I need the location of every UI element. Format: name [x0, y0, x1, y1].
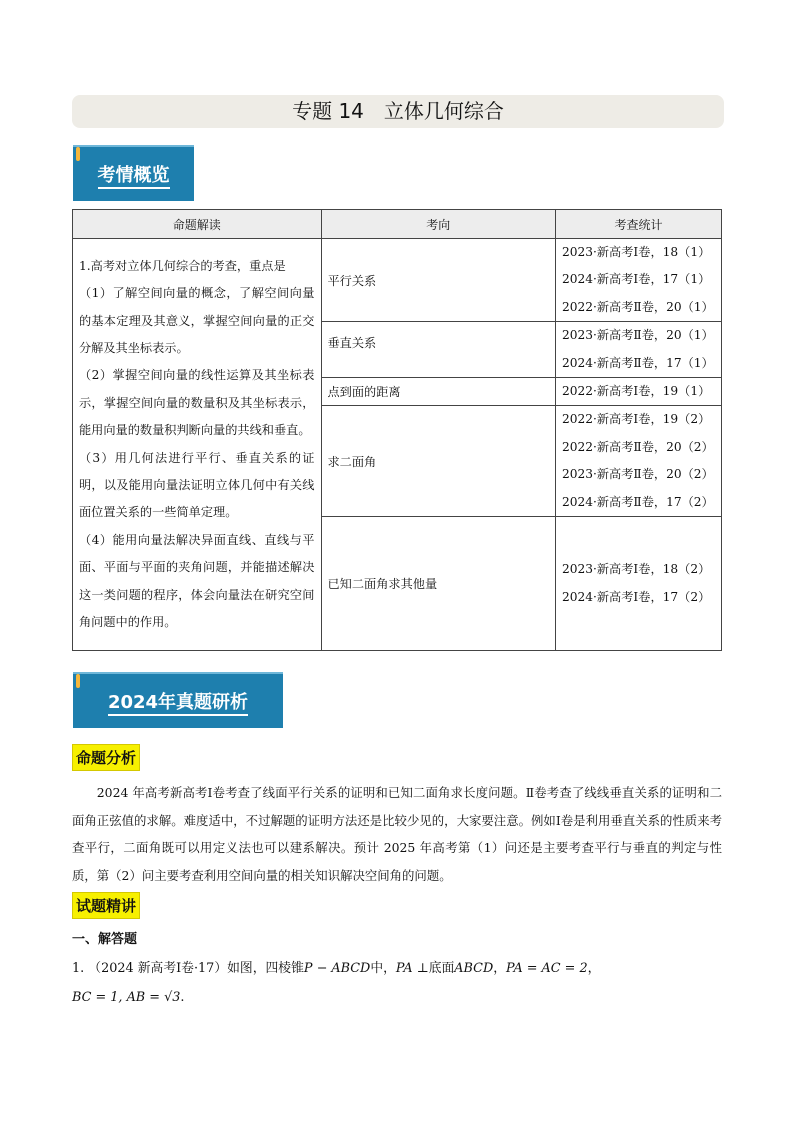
stat-line: 2023·新高考Ⅰ卷，18（2）	[561, 562, 711, 577]
topic-cell: 垂直关系	[321, 322, 555, 378]
question-text: 中，	[370, 961, 396, 976]
description-line: （3）用几何法进行平行、垂直关系的证明，以及能用向量法证明立体几何中有关线面位置关系的一些简单定理。	[79, 450, 315, 520]
math-pyramid: P − ABCD	[303, 961, 371, 976]
topic-cell: 求二面角	[321, 406, 555, 517]
analysis-paragraph: 2024 年高考新高考Ⅰ卷考查了线面平行关系的证明和已知二面角求长度问题。Ⅱ卷考查了线线垂直关系的证明和二面角正弦值的求解。难度适中，不过解题的证明方法还是比较少见的，大家要注意。例如Ⅰ卷是利用垂直关系的性质来考查平行，二面角既可以用定义法也可以建系解决。预计 2025 年高考第（1）问还是主要考查平行与垂直的判定与性质，第（2）问主要考查利用空间向量的相关知识解决空间角的问题。	[72, 785, 722, 883]
stats-cell	[555, 406, 721, 517]
question-text: ，	[493, 961, 507, 976]
stats-cell	[555, 239, 721, 322]
stat-line: 2022·新高考Ⅱ卷，20（2）	[561, 439, 714, 454]
highlight-analysis: 命题分析	[72, 744, 140, 771]
stat-line: 2022·新高考Ⅱ卷，20（1）	[561, 299, 714, 314]
table-header: 命题解读	[73, 210, 322, 239]
description-line: 1.高考对立体几何综合的考查，重点是	[79, 258, 286, 273]
math-condition: PA ⊥	[395, 961, 429, 976]
section-label-overview: 考情概览	[98, 165, 170, 189]
stat-line: 2024·新高考Ⅱ卷，17（1）	[561, 355, 714, 370]
question-text: .	[180, 990, 185, 1005]
topic-cell: 已知二面角求其他量	[321, 517, 555, 651]
highlight-exercises: 试题精讲	[72, 892, 140, 919]
description-line: （1）了解空间向量的概念，了解空间向量的基本定理及其意义，掌握空间向量的正交分解及其坐标表示。	[79, 286, 315, 355]
question-text: 底面	[428, 961, 455, 976]
stats-cell	[555, 322, 721, 378]
topic-cell: 点到面的距离	[321, 378, 555, 406]
stats-cell	[555, 517, 721, 651]
stats-cell	[555, 378, 721, 406]
stat-line: 2022·新高考Ⅰ卷，19（1）	[561, 384, 711, 399]
table-header-row	[73, 210, 722, 239]
badge-accent-icon	[76, 674, 80, 688]
section-label-2024: 2024年真题研析	[108, 692, 248, 716]
badge-accent-icon	[76, 147, 80, 161]
subheading: 一、解答题	[72, 932, 138, 947]
stat-line: 2024·新高考Ⅰ卷，17（2）	[561, 589, 711, 604]
stat-line: 2023·新高考Ⅱ卷，20（1）	[561, 328, 714, 343]
table-header: 考查统计	[555, 210, 721, 239]
stat-line: 2024·新高考Ⅱ卷，17（2）	[561, 494, 714, 509]
stat-line: 2022·新高考Ⅰ卷，19（2）	[561, 412, 711, 427]
topic-cell: 平行关系	[321, 239, 555, 322]
stat-line: 2023·新高考Ⅱ卷，20（2）	[561, 467, 714, 482]
question-text: ，	[587, 961, 601, 976]
math-base: ABCD	[454, 961, 494, 976]
stat-line: 2024·新高考Ⅰ卷，17（1）	[561, 272, 711, 287]
stat-line: 2023·新高考Ⅰ卷，18（1）	[561, 245, 711, 259]
description-line: （2）掌握空间向量的线性运算及其坐标表示，掌握空间向量的数量积及其坐标表示，能用向量的数量积判断向量的共线和垂直。	[79, 368, 315, 438]
math-condition: BC = 1, AB = √3	[72, 990, 181, 1005]
question-source: （2024 新高考Ⅰ卷·17）如图，四棱锥	[88, 961, 304, 976]
description-cell	[73, 239, 322, 651]
page-title: 专题 14 立体几何综合	[72, 95, 724, 128]
section-badge-overview	[73, 145, 194, 201]
question-number: 1.	[72, 961, 85, 976]
question-1	[72, 954, 722, 1012]
table-header: 考向	[321, 210, 555, 239]
section-badge-2024	[73, 672, 283, 728]
table-row	[73, 239, 722, 322]
overview-table	[72, 209, 722, 651]
description-line: （4）能用向量法解决异面直线、直线与平面、平面与平面的夹角问题，并能描述解决这一类问题的程序，体会向量法在研究空间角问题中的作用。	[79, 532, 315, 629]
math-condition: PA = AC = 2	[506, 961, 588, 976]
